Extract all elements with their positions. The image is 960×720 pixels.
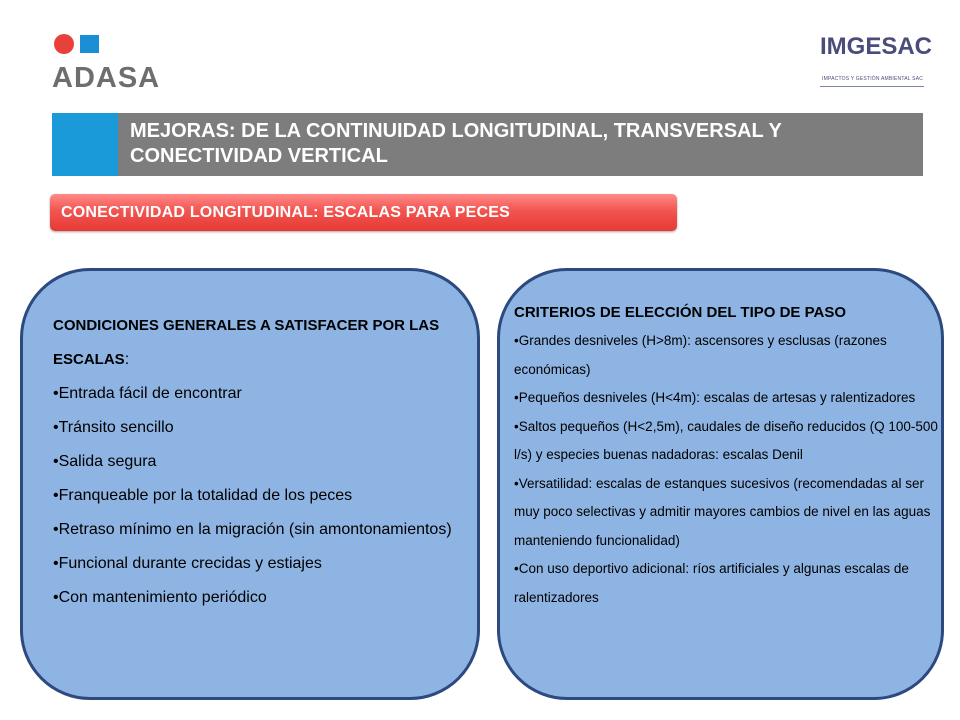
criteria-item: •Grandes desniveles (H>8m): ascensores y esclusas (razones económicas) — [514, 333, 887, 377]
criteria-item: •Saltos pequeños (H<2,5m), caudales de diseño reducidos (Q 100-500 l/s) y especies buenas nadadoras: escalas Denil — [514, 418, 938, 462]
adasa-logo — [52, 32, 182, 94]
section-subtitle: CONECTIVIDAD LONGITUDINAL: ESCALAS PARA PECES — [61, 204, 511, 221]
imgesac-logo-text: IMGESAC — [820, 33, 933, 60]
criteria-panel — [497, 268, 944, 700]
conditions-item: •Franqueable por la totalidad de los peces — [53, 487, 353, 504]
imgesac-logo-subtitle: IMPACTOS Y GESTIÓN AMBIENTAL SAC — [822, 76, 924, 82]
conditions-item: •Retraso mínimo en la migración (sin amontonamientos) — [53, 521, 452, 538]
criteria-heading: CRITERIOS DE ELECCIÓN DEL TIPO DE PASO — [514, 304, 846, 321]
conditions-item: •Tránsito sencillo — [53, 419, 174, 436]
conditions-item: •Salida segura — [53, 453, 157, 470]
title-accent-block — [52, 113, 118, 176]
slide-title: MEJORAS: DE LA CONTINUIDAD LONGITUDINAL, TRANSVERSAL Y CONECTIVIDAD VERTICAL — [130, 120, 782, 167]
title-band — [52, 113, 923, 176]
criteria-item: •Con uso deportivo adicional: ríos artificiales y algunas escalas de ralentizadores — [514, 561, 909, 605]
criteria-content — [514, 299, 944, 612]
conditions-heading-text: CONDICIONES GENERALES A SATISFACER POR LAS ESCALAS — [53, 317, 440, 368]
conditions-heading-suffix: : — [124, 351, 130, 368]
conditions-item: •Entrada fácil de encontrar — [53, 385, 242, 402]
adasa-logo-dot — [54, 34, 74, 54]
conditions-panel — [20, 268, 480, 700]
conditions-heading — [53, 309, 473, 377]
section-subtitle-bar — [50, 194, 677, 231]
conditions-item: •Con mantenimiento periódico — [53, 589, 267, 606]
conditions-item: •Funcional durante crecidas y estiajes — [53, 555, 322, 572]
criteria-item: •Versatilidad: escalas de estanques sucesivos (recomendadas al ser muy poco selectivas y admitir mayores cambios de nivel en las aguas manteniendo funcionalidad) — [514, 475, 931, 548]
imgesac-logo — [820, 33, 933, 94]
imgesac-logo-line — [820, 86, 924, 87]
conditions-content — [53, 309, 473, 615]
adasa-logo-text: ADASA — [52, 62, 161, 94]
adasa-logo-square — [80, 35, 99, 53]
criteria-item: •Pequeños desniveles (H<4m): escalas de artesas y ralentizadores — [514, 390, 916, 405]
